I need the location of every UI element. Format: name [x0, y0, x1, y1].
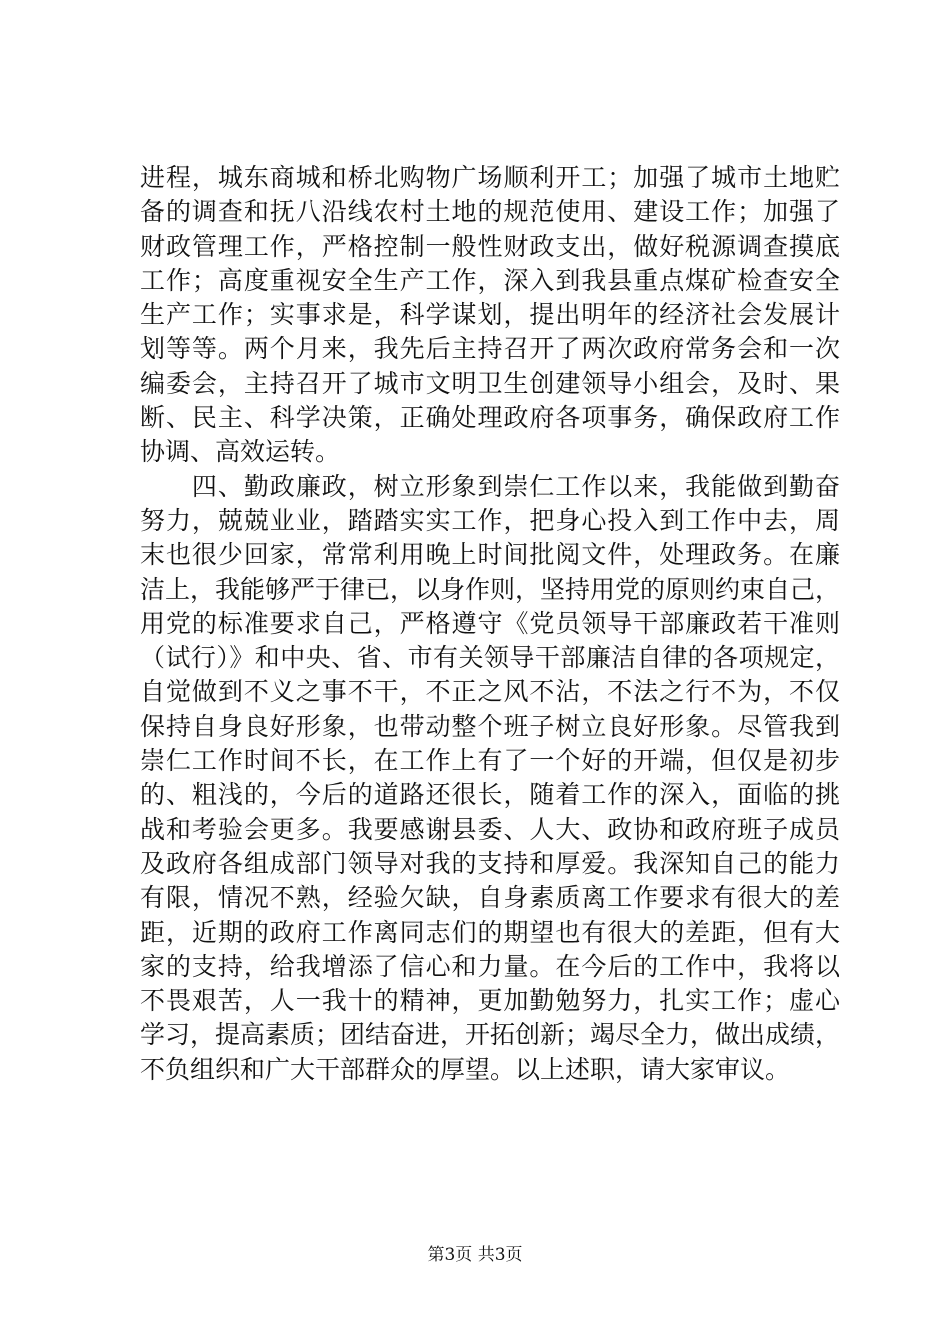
text-line: 财政管理工作，严格控制一般性财政支出，做好税源调查摸底: [140, 231, 840, 261]
text-line: 进程，城东商城和桥北购物广场顺利开工；加强了城市土地贮: [140, 163, 840, 192]
text-line: 生产工作；实事求是，科学谋划，提出明年的经济社会发展计: [140, 300, 840, 330]
text-line: 战和考验会更多。我要感谢县委、人大、政协和政府班子成员: [140, 814, 840, 844]
text-line: （试行）》和中央、省、市有关领导干部廉洁自律的各项规定，: [140, 643, 840, 673]
text-line: 保持自身良好形象，也带动整个班子树立良好形象。尽管我到: [140, 711, 840, 741]
text-line: 编委会，主持召开了城市文明卫生创建领导小组会，及时、果: [140, 368, 840, 398]
text-line: 及政府各组成部门领导对我的支持和厚爱。我深知自己的能力: [140, 848, 840, 878]
body-text: [140, 161, 840, 1087]
page-footer: 第3页 共3页: [427, 1245, 523, 1265]
text-line: 备的调查和抚八沿线农村土地的规范使用、建设工作；加强了: [140, 197, 840, 227]
text-line: 有限，情况不熟，经验欠缺，自身素质离工作要求有很大的差: [140, 883, 840, 913]
text-line: 家的支持，给我增添了信心和力量。在今后的工作中，我将以: [140, 951, 840, 981]
text-line: 不畏艰苦，人一我十的精神，更加勤勉努力，扎实工作；虚心: [140, 986, 840, 1016]
text-line: 努力，兢兢业业，踏踏实实工作，把身心投入到工作中去，周: [140, 505, 840, 535]
text-line: 自觉做到不义之事不干，不正之风不沾，不法之行不为，不仅: [140, 677, 840, 707]
text-line: 崇仁工作时间不长，在工作上有了一个好的开端，但仅是初步: [140, 746, 840, 776]
text-line: 距，近期的政府工作离同志们的期望也有很大的差距，但有大: [140, 917, 840, 947]
text-line: 协调、高效运转。: [140, 437, 341, 467]
text-line: 工作；高度重视安全生产工作，深入到我县重点煤矿检查安全: [140, 265, 840, 295]
text-line: 断、民主、科学决策，正确处理政府各项事务，确保政府工作: [140, 403, 840, 433]
text-line: 末也很少回家，常常利用晚上时间批阅文件，处理政务。在廉: [140, 540, 840, 570]
text-line: 洁上，我能够严于律已，以身作则，坚持用党的原则约束自己，: [140, 574, 841, 604]
text-line: 的、粗浅的，今后的道路还很长，随着工作的深入，面临的挑: [140, 780, 840, 810]
text-line: 用党的标准要求自己，严格遵守《党员领导干部廉政若干准则: [140, 608, 840, 638]
text-line: 不负组织和广大干部群众的厚望。以上述职，请大家审议。: [140, 1054, 791, 1084]
text-line: 学习，提高素质；团结奋进，开拓创新；竭尽全力，做出成绩，: [140, 1020, 841, 1050]
text-line: 划等等。两个月来，我先后主持召开了两次政府常务会和一次: [140, 334, 840, 364]
text-line: 四、勤政廉政，树立形象到崇仁工作以来，我能做到勤奋: [140, 471, 840, 501]
